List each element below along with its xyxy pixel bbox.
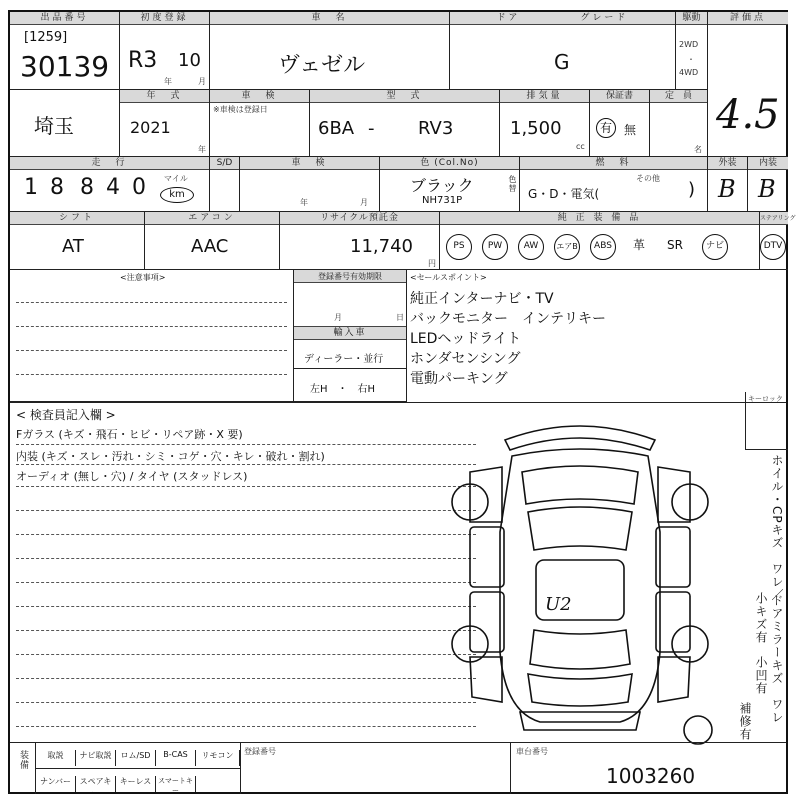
score-label: 評価点 xyxy=(708,12,788,25)
recycle-amount: 11,740 xyxy=(350,236,413,257)
equip-pw: PW xyxy=(482,234,508,260)
footer-cell: スペアキー xyxy=(76,776,116,792)
warranty-no: 無 xyxy=(624,123,637,137)
mileage-d2: 8 xyxy=(50,175,64,200)
lot-label: 出品番号 xyxy=(10,12,119,25)
footer-cell: スマートキー xyxy=(156,776,196,792)
ac-cell xyxy=(145,212,280,270)
sales-point: 純正インターナビ・TV xyxy=(410,291,554,307)
first-reg-cell xyxy=(120,12,210,90)
drive-4wd: 4WD xyxy=(679,68,699,77)
shift: AT xyxy=(62,236,84,257)
sales-point: LEDヘッドライト xyxy=(410,331,522,347)
steer-label: ステアリング xyxy=(760,212,788,225)
exterior-cell xyxy=(708,157,748,212)
warranty-cell xyxy=(590,90,650,157)
sd-cell xyxy=(210,157,240,212)
dealer-parallel: ディーラー・並行 xyxy=(304,354,384,365)
drive-sep: ・ xyxy=(687,55,695,64)
equip-airbag: エアB xyxy=(554,234,580,260)
equip-aw: AW xyxy=(518,234,544,260)
warranty-yes: 有 xyxy=(596,118,616,138)
yen-unit: 円 xyxy=(428,259,436,268)
inspector-rule xyxy=(16,534,476,535)
reg-number-label: 登録番号 xyxy=(244,747,276,756)
caution-line xyxy=(16,302,287,303)
ac: AAC xyxy=(191,236,229,257)
car-diagram xyxy=(450,412,710,742)
chassis-label: 車台番号 xyxy=(516,747,548,756)
caution-line xyxy=(16,326,287,327)
inspector-line: 内装 (キズ・スレ・汚れ・シミ・コゲ・穴・キレ・破れ・割れ) xyxy=(16,450,325,463)
inspector-rule xyxy=(16,678,476,679)
damage-mark: U2 xyxy=(545,594,572,615)
grade-label: グレード xyxy=(580,13,629,23)
capacity-label: 定 員 xyxy=(650,90,707,103)
fuel-label: 燃 料 xyxy=(520,157,707,170)
inspection-note: ※車検は登録日 xyxy=(213,105,268,114)
notes-divider xyxy=(10,402,786,403)
ac-label: エアコン xyxy=(145,212,279,225)
shaken-label: 車 検 xyxy=(240,157,379,170)
color-cell xyxy=(380,157,520,212)
footer-divider xyxy=(10,742,786,743)
recycle-cell xyxy=(280,212,440,270)
door-grade-cell xyxy=(450,12,676,90)
fuel-close: ) xyxy=(688,179,696,200)
capacity-unit: 名 xyxy=(694,145,702,154)
shift-label: シフト xyxy=(10,212,144,225)
reg-validity-label: 登録番号有効期限 xyxy=(294,270,406,283)
footer-cell: ロム/SD xyxy=(116,750,156,766)
drive-label: 駆動 xyxy=(676,12,707,25)
model-year-label: 年 式 xyxy=(120,90,209,103)
inspection-cell xyxy=(210,90,310,157)
lot-sub: [1259] xyxy=(24,30,68,45)
drive-2wd: 2WD xyxy=(679,40,699,49)
auction-sheet xyxy=(8,10,796,797)
inspector-line: Fガラス (キズ・飛石・ヒビ・リペア跡・X 要) xyxy=(16,428,243,441)
caution-line xyxy=(16,374,287,375)
lot-number: 30139 xyxy=(20,50,110,83)
first-reg-month: 10 xyxy=(178,50,201,71)
displacement-cell xyxy=(500,90,590,157)
car-name-cell xyxy=(210,12,450,90)
footer-cell: ナンバー xyxy=(36,776,76,792)
type-label: 型 式 xyxy=(310,90,499,103)
type-cell xyxy=(310,90,500,157)
score-cell xyxy=(708,12,788,157)
inspector-rule xyxy=(16,606,476,607)
year-unit: 年 xyxy=(164,77,172,86)
model-year: 2021 xyxy=(130,118,171,137)
steering-option: 左H ・ 右H xyxy=(310,384,376,395)
caution-label: <注意事項> xyxy=(120,273,166,282)
mileage-d1: 1 xyxy=(24,175,38,200)
door-grade-label xyxy=(450,12,675,25)
footer-rule xyxy=(510,742,511,794)
side-note: 補修有 xyxy=(738,702,752,741)
equipment-label: 純 正 装 備 品 xyxy=(440,212,759,225)
inspector-line: オーディオ (無し・穴) / タイヤ (スタッドレス) xyxy=(16,470,248,483)
fuel-options: G・D・電気( xyxy=(528,187,600,201)
shaken-cell xyxy=(240,157,380,212)
mileage-d5: 0 xyxy=(132,175,146,200)
shaken-month-unit: 月 xyxy=(360,198,368,207)
key-lock-label: キーロック xyxy=(748,395,783,403)
fuel-other: その他 xyxy=(636,174,660,183)
shift-cell xyxy=(10,212,145,270)
footer-cell: キーレス xyxy=(116,776,156,792)
reg-divider xyxy=(294,368,406,369)
caution-area xyxy=(10,270,293,402)
mileage-d4: 4 xyxy=(106,175,120,200)
inspector-rule xyxy=(16,464,476,465)
caution-line xyxy=(16,350,287,351)
mileage-d3: 8 xyxy=(80,175,94,200)
equip-abs: ABS xyxy=(590,234,616,260)
import-label: 輸入車 xyxy=(294,326,406,340)
side-note: ドアミラーキズ ワレ xyxy=(770,594,784,724)
equip-leather: 革 xyxy=(632,238,645,252)
first-reg-era: R3 xyxy=(128,48,158,73)
sales-point: バックモニター インテリキー xyxy=(410,311,606,327)
km-circle: km xyxy=(160,187,194,203)
shaken-year-unit: 年 xyxy=(300,198,308,207)
warranty-label: 保証書 xyxy=(590,90,649,103)
footer-cell: B-CAS xyxy=(156,750,196,766)
validity-day: 日 xyxy=(396,313,404,322)
color-change-label: 色替 xyxy=(508,175,517,193)
displacement: 1,500 xyxy=(510,118,562,139)
score-value: 4.5 xyxy=(716,92,780,138)
footer-cell: 取説 xyxy=(36,750,76,766)
color-number: NH731P xyxy=(422,195,463,206)
drive-cell xyxy=(676,12,708,90)
region: 埼玉 xyxy=(34,114,74,138)
footer-rule xyxy=(240,742,241,794)
recycle-label: リサイクル預託金 xyxy=(280,212,439,225)
footer-mid-rule xyxy=(36,768,240,769)
capacity-cell xyxy=(650,90,708,157)
model-year-cell xyxy=(120,90,210,157)
side-note: ホイル・CPキズ ワレ／ xyxy=(770,454,784,602)
footer-equipment-label: 装備 xyxy=(18,750,28,770)
inspector-rule xyxy=(16,558,476,559)
validity-month: 月 xyxy=(334,313,342,322)
key-lock-box xyxy=(745,392,788,450)
mile-label: マイル xyxy=(164,174,188,183)
chassis-number: 1003260 xyxy=(606,764,696,788)
type-code: RV3 xyxy=(418,118,454,139)
fuel-cell xyxy=(520,157,708,212)
reg-validity-box xyxy=(293,270,407,402)
region-cell xyxy=(10,90,120,157)
footer-cell: リモコン xyxy=(196,750,240,766)
month-unit: 月 xyxy=(198,77,206,86)
exterior-label: 外装 xyxy=(708,157,747,170)
displacement-label: 排気量 xyxy=(500,90,589,103)
mileage-label: 走 行 xyxy=(10,157,209,170)
sd-label: S/D xyxy=(210,157,239,170)
cc-unit: cc xyxy=(576,142,585,151)
color-label: 色 (Col.No) xyxy=(380,157,519,170)
sales-point: 電動パーキング xyxy=(410,371,508,387)
interior-cell xyxy=(748,157,788,212)
model-year-unit: 年 xyxy=(198,145,206,154)
interior-label: 内装 xyxy=(748,157,788,170)
type-prefix: 6BA xyxy=(318,118,355,139)
equip-ps: PS xyxy=(446,234,472,260)
inspector-rule xyxy=(16,702,476,703)
mileage-cell xyxy=(10,157,210,212)
type-dash: - xyxy=(368,118,375,139)
inspector-rule xyxy=(16,444,476,445)
inspector-rule xyxy=(16,510,476,511)
inspection-label: 車 検 xyxy=(210,90,309,103)
sales-point: ホンダセンシング xyxy=(410,351,521,367)
inspector-title: < 検査員記入欄 > xyxy=(16,408,116,422)
car-name-label: 車 名 xyxy=(210,12,449,25)
sales-label: <セールスポイント> xyxy=(410,273,487,282)
equip-sunroof: SR xyxy=(667,238,683,252)
side-note: 小凹有 xyxy=(754,656,768,695)
inspector-rule xyxy=(16,582,476,583)
footer-cell: ナビ取説 xyxy=(76,750,116,766)
inspector-rule xyxy=(16,486,476,487)
grade: G xyxy=(554,50,570,74)
equip-dtv: DTV xyxy=(760,234,786,260)
inspector-rule xyxy=(16,654,476,655)
equipment-label-cell xyxy=(10,742,36,794)
interior-grade: B xyxy=(758,175,776,203)
color-name: ブラック xyxy=(410,176,474,195)
exterior-grade: B xyxy=(718,175,736,203)
car-name: ヴェゼル xyxy=(278,53,366,78)
inspector-rule xyxy=(16,630,476,631)
inspector-rule xyxy=(16,726,476,727)
equip-navi: ナビ xyxy=(702,234,728,260)
side-note: 小キズ有 xyxy=(754,592,768,644)
first-reg-label: 初度登録 xyxy=(120,12,209,25)
lot-cell xyxy=(10,12,120,90)
door-label: ドア xyxy=(496,13,521,23)
